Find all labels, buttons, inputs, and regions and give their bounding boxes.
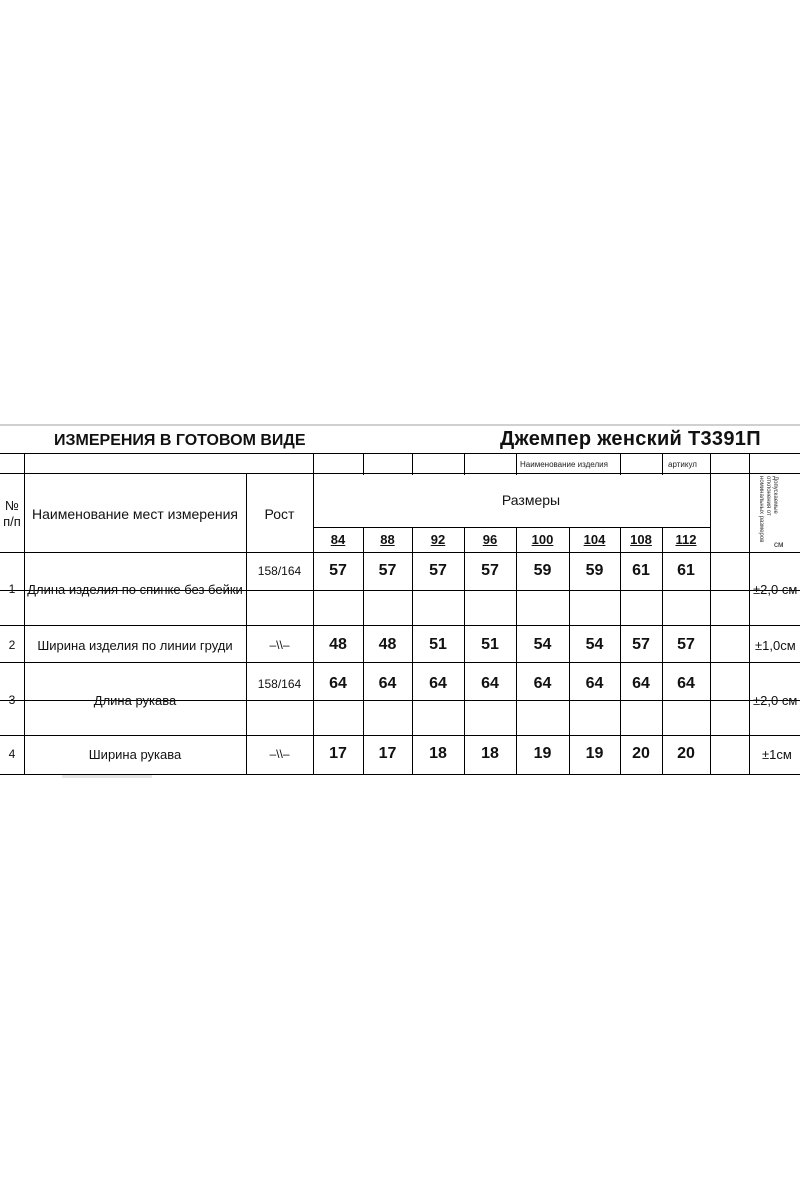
- column-height-header: Рост: [264, 506, 295, 522]
- table-cell: 61: [677, 562, 695, 579]
- tolerance-value: ±2,0 см: [753, 582, 798, 597]
- row-number: 2: [8, 638, 16, 652]
- row-number: 3: [8, 693, 16, 707]
- tolerance-unit-header: см: [774, 540, 784, 549]
- table-cell: 59: [585, 562, 604, 579]
- table-cell: 19: [585, 745, 604, 762]
- height-value: 158/164: [257, 677, 302, 691]
- table-cell: 59: [533, 562, 552, 579]
- size-label: 104: [583, 532, 606, 547]
- table-cell: 48: [378, 636, 397, 653]
- tolerance-value: ±1,0см: [755, 638, 796, 653]
- table-cell: 64: [329, 675, 347, 692]
- table-cell: 61: [632, 562, 650, 579]
- table-cell: 19: [533, 745, 552, 762]
- measurement-name: Длина изделия по спинке без бейки: [27, 582, 243, 597]
- table-cell: 64: [429, 675, 447, 692]
- table-cell: 64: [533, 675, 552, 692]
- size-label: 112: [675, 532, 697, 547]
- table-cell: 17: [329, 745, 347, 762]
- measurement-name: Длина рукава: [93, 693, 177, 708]
- size-label: 92: [430, 532, 446, 547]
- table-cell: 51: [429, 636, 447, 653]
- height-value: –\\–: [269, 747, 290, 761]
- row-number: 1: [8, 582, 16, 596]
- article-label: артикул: [668, 460, 697, 469]
- sizes-header: Размеры: [501, 492, 561, 508]
- size-label: 88: [380, 532, 395, 547]
- table-cell: 64: [585, 675, 604, 692]
- height-value: –\\–: [269, 638, 290, 652]
- tolerance-value: ±1см: [762, 747, 792, 762]
- table-cell: 20: [632, 745, 650, 762]
- table-cell: 54: [585, 636, 604, 653]
- size-label: 84: [330, 532, 346, 547]
- product-title: Джемпер женский Т3391П: [500, 428, 761, 450]
- table-cell: 64: [378, 675, 397, 692]
- table-cell: 51: [481, 636, 499, 653]
- table-cell: 18: [481, 745, 499, 762]
- column-name-header: Наименование мест измерения: [31, 506, 238, 522]
- table-cell: 54: [533, 636, 552, 653]
- tolerance-value: ±2,0 см: [753, 693, 798, 708]
- table-cell: 18: [429, 745, 447, 762]
- table-cell: 64: [632, 675, 650, 692]
- measurement-name: Ширина рукава: [88, 747, 182, 762]
- table-cell: 20: [677, 745, 695, 762]
- table-cell: 57: [481, 562, 499, 579]
- table-cell: 57: [632, 636, 650, 653]
- table-cell: 57: [329, 562, 347, 579]
- table-cell: 17: [378, 745, 397, 762]
- size-label: 100: [531, 532, 554, 547]
- table-cell: 64: [677, 675, 695, 692]
- table-cell: 57: [378, 562, 397, 579]
- bottom-edge-artifact: [62, 775, 152, 778]
- table-cell: 48: [329, 636, 347, 653]
- table-cell: 57: [429, 562, 447, 579]
- column-number-header: № п/п: [3, 498, 21, 529]
- size-label: 108: [630, 532, 652, 547]
- table-cell: 64: [481, 675, 499, 692]
- measurement-name: Ширина изделия по линии груди: [37, 638, 233, 653]
- row-number: 4: [8, 747, 16, 761]
- size-label: 96: [482, 532, 498, 547]
- table-cell: 57: [677, 636, 695, 653]
- tolerance-header: Допускаемые отклонения от номинальных размеров: [758, 476, 778, 543]
- measurement-table: [0, 424, 800, 776]
- height-value: 158/164: [257, 564, 302, 578]
- table-title: ИЗМЕРЕНИЯ В ГОТОВОМ ВИДЕ: [54, 432, 306, 449]
- product-name-label: Наименование изделия: [520, 460, 608, 469]
